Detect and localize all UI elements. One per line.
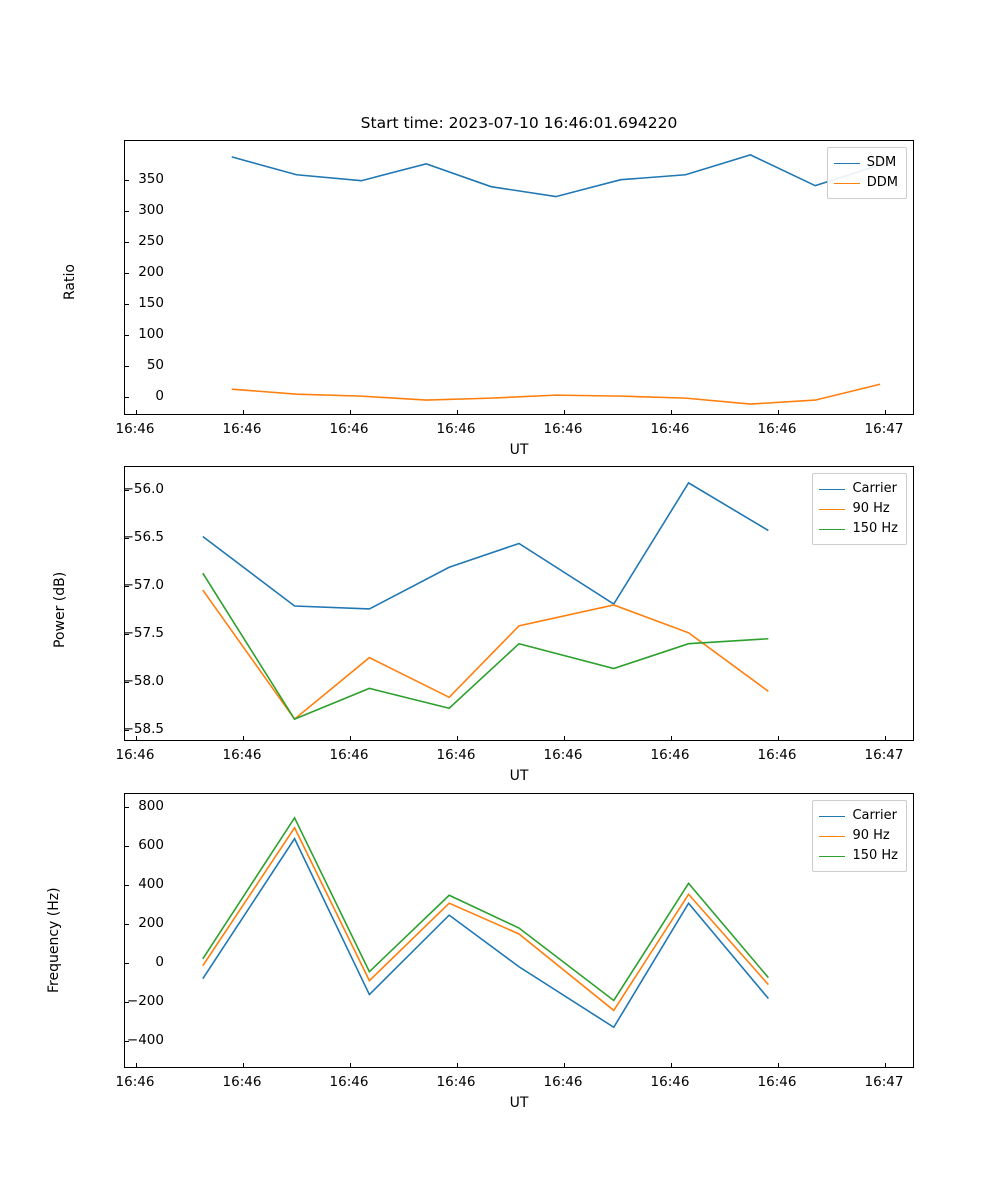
tickmark-x (350, 736, 351, 740)
xtick-label: 16:46 (222, 747, 262, 763)
legend-label: DDM (866, 175, 898, 191)
yaxis-label: Power (dB) (52, 571, 68, 648)
xtick-label: 16:46 (757, 747, 797, 763)
page-title: Start time: 2023-07-10 16:46:01.694220 (360, 114, 678, 132)
panel-ratio (62, 114, 914, 458)
ytick-label: 200 (138, 264, 164, 280)
ytick-label: −58.5 (122, 721, 164, 737)
tickmark-x (136, 1063, 137, 1067)
legend-label: Carrier (852, 808, 897, 823)
legend-swatch-icon (819, 856, 845, 857)
tickmark-x (457, 1063, 458, 1067)
ytick-label: 0 (155, 388, 164, 404)
legend-swatch-icon (819, 489, 845, 490)
legend-power (812, 473, 907, 545)
legend-item (819, 806, 898, 826)
legend-item (819, 826, 898, 846)
ytick-label: 350 (138, 171, 164, 187)
ytick-label: −58.0 (122, 673, 164, 689)
axes-ratio (124, 140, 914, 415)
legend-swatch-icon (819, 836, 845, 837)
tickmark-x (350, 410, 351, 414)
tickmark-x (350, 1063, 351, 1067)
tickmark-x (778, 1063, 779, 1067)
legend-label: 150 Hz (852, 848, 898, 864)
ytick-label: −57.5 (122, 625, 164, 641)
yaxis-label: Ratio (62, 264, 78, 300)
xtick-label: 16:46 (436, 1074, 476, 1090)
ytick-label: −56.0 (122, 481, 164, 497)
ytick-label: −56.5 (122, 529, 164, 545)
tickmark-x (136, 410, 137, 414)
legend-swatch-icon (819, 816, 845, 817)
xtick-label: 16:46 (115, 747, 155, 763)
legend-label: 90 Hz (852, 828, 890, 844)
legend-swatch-icon (819, 529, 845, 530)
xtick-label: 16:47 (864, 1074, 904, 1090)
tickmark-x (778, 410, 779, 414)
ytick-label: 50 (146, 357, 164, 373)
xtick-label: 16:46 (222, 421, 262, 437)
xtick-label: 16:46 (329, 747, 369, 763)
ytick-label: 300 (138, 202, 164, 218)
xtick-label: 16:46 (543, 421, 583, 437)
tickmark-x (243, 736, 244, 740)
xtick-label: 16:46 (436, 421, 476, 437)
legend-frequency (812, 800, 907, 872)
tickmark-x (885, 410, 886, 414)
tickmark-x (243, 1063, 244, 1067)
tickmark-x (457, 410, 458, 414)
legend-swatch-icon (834, 163, 860, 164)
ytick-label: 100 (138, 326, 164, 342)
tickmark-x (885, 736, 886, 740)
series-layer-power (125, 467, 913, 740)
ytick-label: 600 (138, 837, 164, 853)
series-line-sdm (232, 155, 880, 197)
tickmark-x (564, 410, 565, 414)
xtick-label: 16:46 (757, 1074, 797, 1090)
legend-label: 150 Hz (852, 521, 898, 537)
legend-label: 90 Hz (852, 501, 890, 517)
xtick-label: 16:46 (329, 1074, 369, 1090)
xaxis-label: UT (509, 1095, 529, 1111)
tickmark-x (457, 736, 458, 740)
legend-label: SDM (866, 155, 897, 170)
series-line-90hz (203, 828, 769, 1011)
xtick-label: 16:46 (650, 421, 690, 437)
xtick-label: 16:46 (757, 421, 797, 437)
xtick-label: 16:47 (864, 421, 904, 437)
legend-item (834, 173, 898, 193)
xtick-label: 16:46 (436, 747, 476, 763)
ytick-label: −200 (126, 993, 164, 1009)
xtick-label: 16:46 (543, 1074, 583, 1090)
axes-frequency (124, 793, 914, 1068)
series-line-carrier (203, 483, 769, 609)
xtick-label: 16:46 (329, 421, 369, 437)
tickmark-x (671, 410, 672, 414)
series-line-carrier (203, 839, 769, 1028)
xaxis-label: UT (509, 442, 529, 458)
ytick-label: 150 (138, 295, 164, 311)
xtick-label: 16:46 (650, 1074, 690, 1090)
ytick-label: 250 (138, 233, 164, 249)
ytick-label: 0 (155, 954, 164, 970)
series-layer-ratio (125, 141, 913, 414)
ytick-label: 400 (138, 876, 164, 892)
series-layer-frequency (125, 794, 913, 1067)
tickmark-x (564, 736, 565, 740)
xtick-label: 16:46 (222, 1074, 262, 1090)
yaxis-label: Frequency (Hz) (46, 887, 62, 993)
xtick-label: 16:46 (115, 1074, 155, 1090)
tickmark-x (564, 1063, 565, 1067)
legend-swatch-icon (834, 183, 860, 184)
tickmark-x (778, 736, 779, 740)
panel-frequency (46, 793, 914, 1111)
xtick-label: 16:46 (115, 421, 155, 437)
ytick-label: −57.0 (122, 577, 164, 593)
xtick-label: 16:46 (650, 747, 690, 763)
xtick-label: 16:46 (543, 747, 583, 763)
legend-swatch-icon (819, 509, 845, 510)
xtick-label: 16:47 (864, 747, 904, 763)
ytick-label: −400 (126, 1032, 164, 1048)
legend-item (819, 519, 898, 539)
series-line-150hz (203, 818, 769, 1001)
tickmark-x (671, 736, 672, 740)
legend-item (834, 153, 898, 173)
series-line-150hz (203, 573, 769, 719)
tickmark-x (671, 1063, 672, 1067)
legend-item (819, 499, 898, 519)
ytick-label: 800 (138, 798, 164, 814)
legend-label: Carrier (852, 481, 897, 496)
legend-ratio (827, 147, 907, 199)
panel-power (52, 466, 914, 784)
axes-power (124, 466, 914, 741)
tickmark-x (885, 1063, 886, 1067)
legend-item (819, 846, 898, 866)
series-line-ddm (232, 384, 880, 404)
tickmark-x (243, 410, 244, 414)
series-line-90hz (203, 590, 769, 719)
legend-item (819, 479, 898, 499)
xaxis-label: UT (509, 768, 529, 784)
ytick-label: 200 (138, 915, 164, 931)
